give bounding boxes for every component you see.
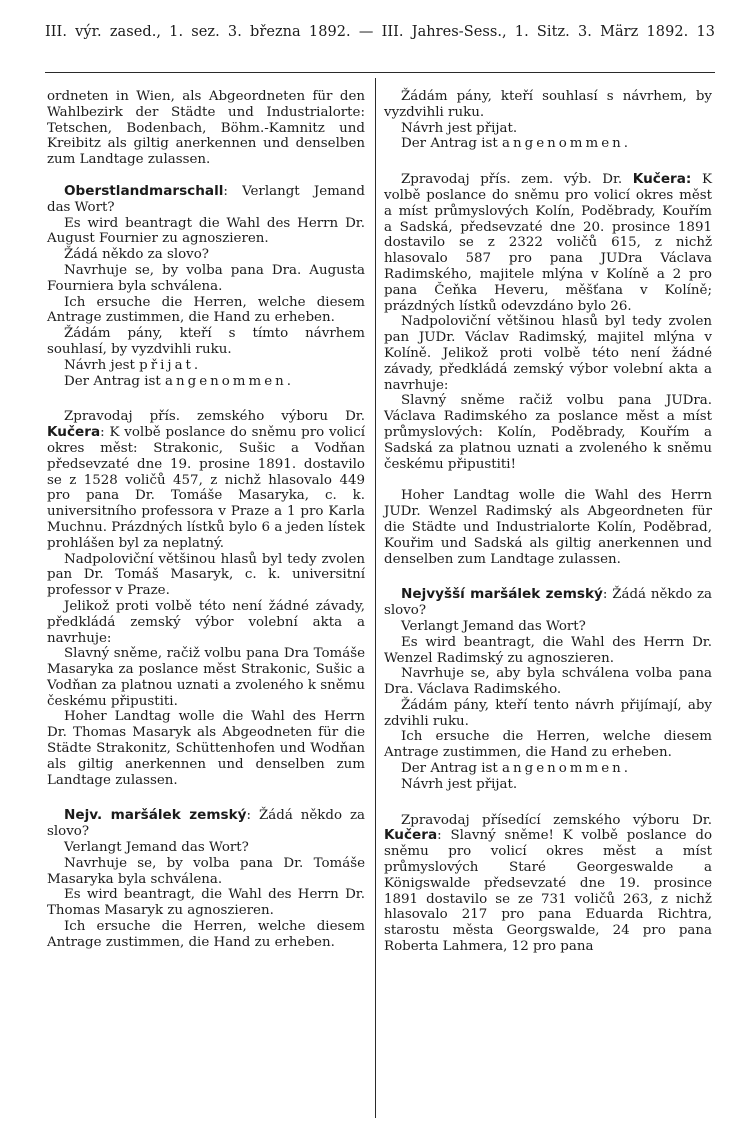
paragraph: Es wird beantragt, die Wahl des Herrn Dr. Thomas Masaryk zu agnoszieren.: [47, 887, 365, 919]
column-divider: [375, 78, 376, 1118]
paragraph: Nadpoloviční většinou hlasů byl tedy zvolen pan Dr. Tomáš Masaryk, c. k. universitní professor v Praze.: [47, 551, 365, 599]
paragraph: Zpravodaj přís. zem. výb. Dr. Kučera: K volbě poslance do sněmu pro volicí okres měst a míst průmyslových Kolín, Poděbrady, Kouřím a Sadská, předsevzaté dne 20. prosince 1891 dostavilo se z 2322 voličů 615, z nichž hlasovalo 587 pro pana JUDra Václava Radimského, majitele mlýna v Kolíně a 2 pro pana Čeňka Heveru, měšťana v Kolíně; prázdných lístků odevzdáno bylo 26.: [384, 171, 712, 314]
paragraph: Žádám pány, kteří s tímto návrhem souhlasí, by vyzdvihli ruku.: [47, 326, 365, 357]
paragraph: Zpravodaj přísedící zemského výboru Dr. Kučera: Slavný sněme! K volbě poslance do sněmu pro volicí okres měst a míst průmyslových Staré Georgeswalde a Königswalde předsevzaté dne 19. prosince 1891 dostavilo se ze 731 voličů 263, z nichž hlasovalo 217 pro pana Eduarda Richtra, starostu města Georgswalde, 24 pro pana Roberta Lahmera, 12 pro pana: [384, 812, 712, 955]
paragraph: Ich ersuche die Herren, welche diesem Antrage zustimmen, die Hand zu erheben.: [47, 294, 365, 326]
page-header: III. výr. zased., 1. sez. 3. března 1892. — III. Jahres-Sess., 1. Sitz. 3. März 1892. 13: [45, 24, 715, 40]
speaker-name: Oberstlandmarschall: [64, 182, 224, 199]
paragraph: Žádám pány, kteří souhlasí s návrhem, by vyzdvihli ruku.: [384, 89, 712, 120]
paragraph: Návrh jest přijat.: [401, 776, 518, 792]
paragraph: Der Antrag ist angenommen.: [64, 373, 295, 389]
paragraph: Der Antrag ist angenommen.: [401, 761, 632, 777]
paragraph: Zpravodaj přís. zemského výboru Dr. Kučera: K volbě poslance do sněmu pro volicí okres měst: Strakonic, Sušic a Vodňan předsevzaté dne 19. prosine 1891. dostavilo se z 1528 voličů 457, z nichž hlasovalo 449 pro pana Dr. Tomáše Masaryka, c. k. universitního professora v Praze a 1 pro Karla Muchnu. Prázdných lístků bylo 6 a jeden lístek prohlášen byl za neplatný.: [47, 409, 365, 551]
speaker-name: Kučera:: [632, 171, 692, 188]
paragraph: Nadpoloviční většinou hlasů byl tedy zvolen pan JUDr. Václav Radimský, majitel mlýna v Kolíně. Jelikož proti volbě této není žádné závady, předkládá zemský výbor volební akta a navrhuje:: [384, 314, 712, 393]
paragraph: Žádám pány, kteří tento návrh přijímají, aby zdvihli ruku.: [384, 697, 712, 729]
paragraph: Návrh jest přijat.: [401, 120, 518, 136]
paragraph: Der Antrag ist angenommen.: [401, 136, 632, 152]
left-column: [47, 89, 365, 951]
speaker-name: Kučera: [47, 424, 101, 441]
paragraph: Hoher Landtag wolle die Wahl des Herrn Dr. Thomas Masaryk als Abgeodneten für die Städte Strakonitz, Schüttenhofen und Wodňan als giltig anerkennen und denselben zum Landtage zulassen.: [47, 709, 365, 788]
paragraph: Nejv. maršálek zemský: Žádá někdo za slovo?: [47, 807, 365, 840]
paragraph: Žádá někdo za slovo?: [64, 247, 209, 263]
paragraph: Návrh jest přijat.: [64, 357, 202, 373]
paragraph: Slavný sněme, račiž volbu pana Dra Tomáše Masaryka za poslance měst Strakonic, Sušic a Vodňan za platnou uznati a zvoleného k sněmu českému připustiti.: [47, 646, 365, 709]
paragraph: Nejvyšší maršálek zemský: Žádá někdo za slovo?: [384, 586, 712, 619]
paragraph: Slavný sněme račiž volbu pana JUDra. Václava Radimského za poslance měst a míst průmyslových: Kolín, Poděbrady, Kouřím a Sadská za platnou uznati a zvoleného k sněmu českému připustiti!: [384, 393, 712, 472]
speaker-name: Kučera: [384, 827, 438, 844]
speaker-name: Nejv. maršálek zemský: [64, 807, 247, 824]
paragraph: Es wird beantragt die Wahl des Herrn Dr. August Fournier zu agnoszieren.: [47, 215, 365, 247]
paragraph: Es wird beantragt, die Wahl des Herrn Dr. Wenzel Radimský zu agnoszieren.: [384, 634, 712, 666]
paragraph: Verlangt Jemand das Wort?: [64, 840, 249, 856]
paragraph: ordneten in Wien, als Abgeordneten für den Wahlbezirk der Städte und Industrialorte: Tetschen, Bodenbach, Böhm.-Kamnitz und Kreibitz als giltig anerkennen und denselben zum Landtage zulassen.: [47, 89, 365, 168]
paragraph: Ich ersuche die Herren, welche diesem Antrage zustimmen, die Hand zu erheben.: [47, 919, 365, 950]
paragraph: Jelikož proti volbě této není žádné závady, předkládá zemský výbor volební akta a navrhuje:: [47, 598, 365, 646]
paragraph: Navrhuje se, by volba pana Dr. Tomáše Masaryka byla schválena.: [47, 855, 365, 887]
speaker-name: Nejvyšší maršálek zemský: [401, 586, 603, 603]
paragraph: Oberstlandmarschall: Verlangt Jemand das Wort?: [47, 182, 365, 215]
right-column: [384, 89, 712, 955]
paragraph: Ich ersuche die Herren, welche diesem Antrage zustimmen, die Hand zu erheben.: [384, 729, 712, 761]
paragraph: Verlangt Jemand das Wort?: [401, 618, 586, 634]
paragraph: Hoher Landtag wolle die Wahl des Herrn JUDr. Wenzel Radimský als Abgeordneten für die Städte und Industrialorte Kolín, Poděbrad, Kouřim und Sadská als giltig anerkennen und denselben zum Landtage zulassen.: [384, 488, 712, 567]
paragraph: Navrhuje se, aby byla schválena volba pana Dra. Václava Radimského.: [384, 666, 712, 698]
header-rule: [45, 72, 715, 73]
paragraph: Navrhuje se, by volba pana Dra. Augusta Fourniera byla schválena.: [47, 262, 365, 294]
